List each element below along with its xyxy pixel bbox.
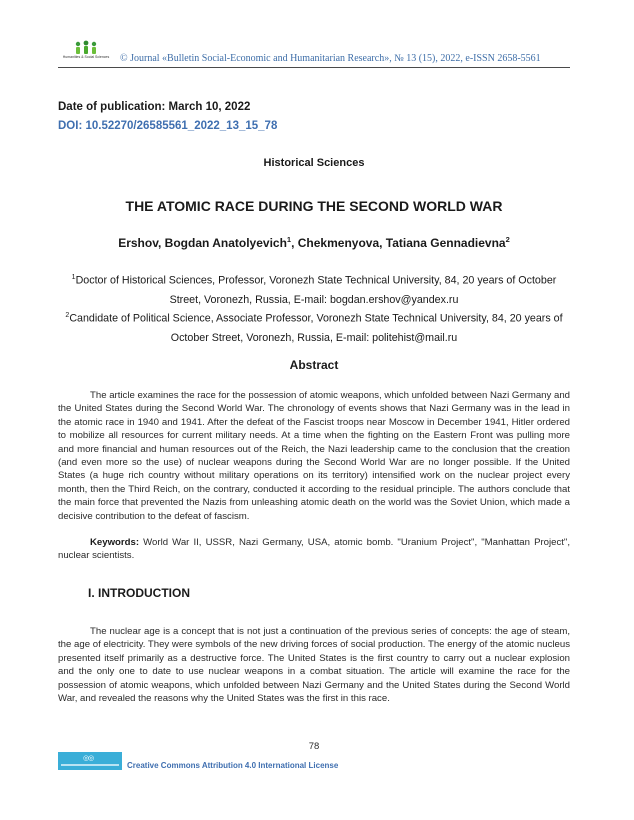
- license-link[interactable]: Creative Commons Attribution 4.0 International License: [127, 761, 339, 770]
- affiliation-2-mark: 2: [65, 312, 70, 319]
- affiliation-1-mark: 1: [71, 274, 76, 281]
- journal-logo: [64, 40, 108, 64]
- journal-citation-line: © Journal «Bulletin Social-Economic and Humanitarian Research», № 13 (15), 2022, e-ISSN 2658-5561: [120, 53, 541, 64]
- introduction-heading: I. INTRODUCTION: [88, 586, 190, 600]
- introduction-text: The nuclear age is a concept that is not just a continuation of the previous series of concepts: the age of steam, the age of electricity. They were symbols of the new driving forces of social production. The energy of the atomic nucleus presented itself primarily as a destructive force. The United States is the first country to carry out a nuclear explosion and the only one to date to use nuclear weapons in a combat situation. The article will examine the race for the possession of atomic weapons, which unfolded between Nazi Germany and the United States during the Second World War, and revealed the reasons why the United States was the first in this race.: [58, 626, 570, 705]
- page-number: 78: [308, 741, 320, 752]
- author-line: [58, 235, 570, 250]
- author-separator: ,: [291, 236, 298, 250]
- affiliation-1: [58, 268, 570, 310]
- keywords-list: World War II, USSR, Nazi Germany, USA, atomic bomb. "Uranium Project", "Manhattan Project", nuclear scientists.: [58, 537, 570, 562]
- author-2-name: Chekmenyova, Tatiana Gennadievna: [297, 236, 506, 250]
- cc-badge-strip: [61, 764, 119, 766]
- keywords: [58, 536, 570, 563]
- logo-text: Humanities & Social Sciences: [62, 55, 110, 59]
- abstract-text: The article examines the race for the possession of atomic weapons, which unfolded between Nazi Germany and the United States during the Second World War. The chronology of events shows that Nazi Germany was in the lead in the atomic race in 1940 and 1941. After the defeat of the Fascist troops near Moscow in December 1941, Hitler ordered to mobilize all resources for current military needs. At a time when the fighting on the Eastern Front was pulling more and more financial and human resources out of the Reich, the Nazi leadership came to the conclusion that the creation (and even more so the use) of nuclear weapons during the Second World War are no longer possible. If the United States (a huge rich country without military operations on its territory) intensified work on the nuclear project every month, then the Third Reich, on the contrary, conducted it according to the residual principle. The authors conclude that the main force that prevented the Nazis from unleashing atomic death on the world was the Soviet Union, which made a decisive contribution to the defeat of fascism.: [58, 390, 570, 522]
- publication-date: Date of publication: March 10, 2022: [58, 101, 251, 113]
- paper-title: THE ATOMIC RACE DURING THE SECOND WORLD WAR: [125, 198, 503, 214]
- author-1-name: Ershov, Bogdan Anatolyevich: [118, 236, 287, 250]
- keywords-label: Keywords:: [90, 537, 140, 548]
- header-divider: [58, 67, 570, 68]
- affiliation-2: [58, 306, 570, 348]
- cc-icon: ◎◎: [83, 755, 94, 762]
- author-1-mark: 1: [286, 235, 292, 244]
- cc-license-badge[interactable]: [58, 752, 122, 770]
- people-logo-icon: [64, 40, 108, 56]
- section-label: Historical Sciences: [263, 157, 365, 169]
- author-2-mark: 2: [505, 235, 510, 244]
- affiliation-2-text: Candidate of Political Science, Associate Professor, Voronezh State Technical University, 84, 20 years of October Street, Voronezh, Russia, E-mail: politehist@mail.ru: [69, 312, 563, 344]
- affiliation-1-text: Doctor of Historical Sciences, Professor, Voronezh State Technical University, 84, 20 years of October Street, Voronezh, Russia, E-mail: bogdan.ershov@yandex.ru: [75, 274, 557, 306]
- abstract-heading: Abstract: [289, 358, 339, 372]
- doi-link[interactable]: DOI: 10.52270/26585561_2022_13_15_78: [58, 120, 278, 132]
